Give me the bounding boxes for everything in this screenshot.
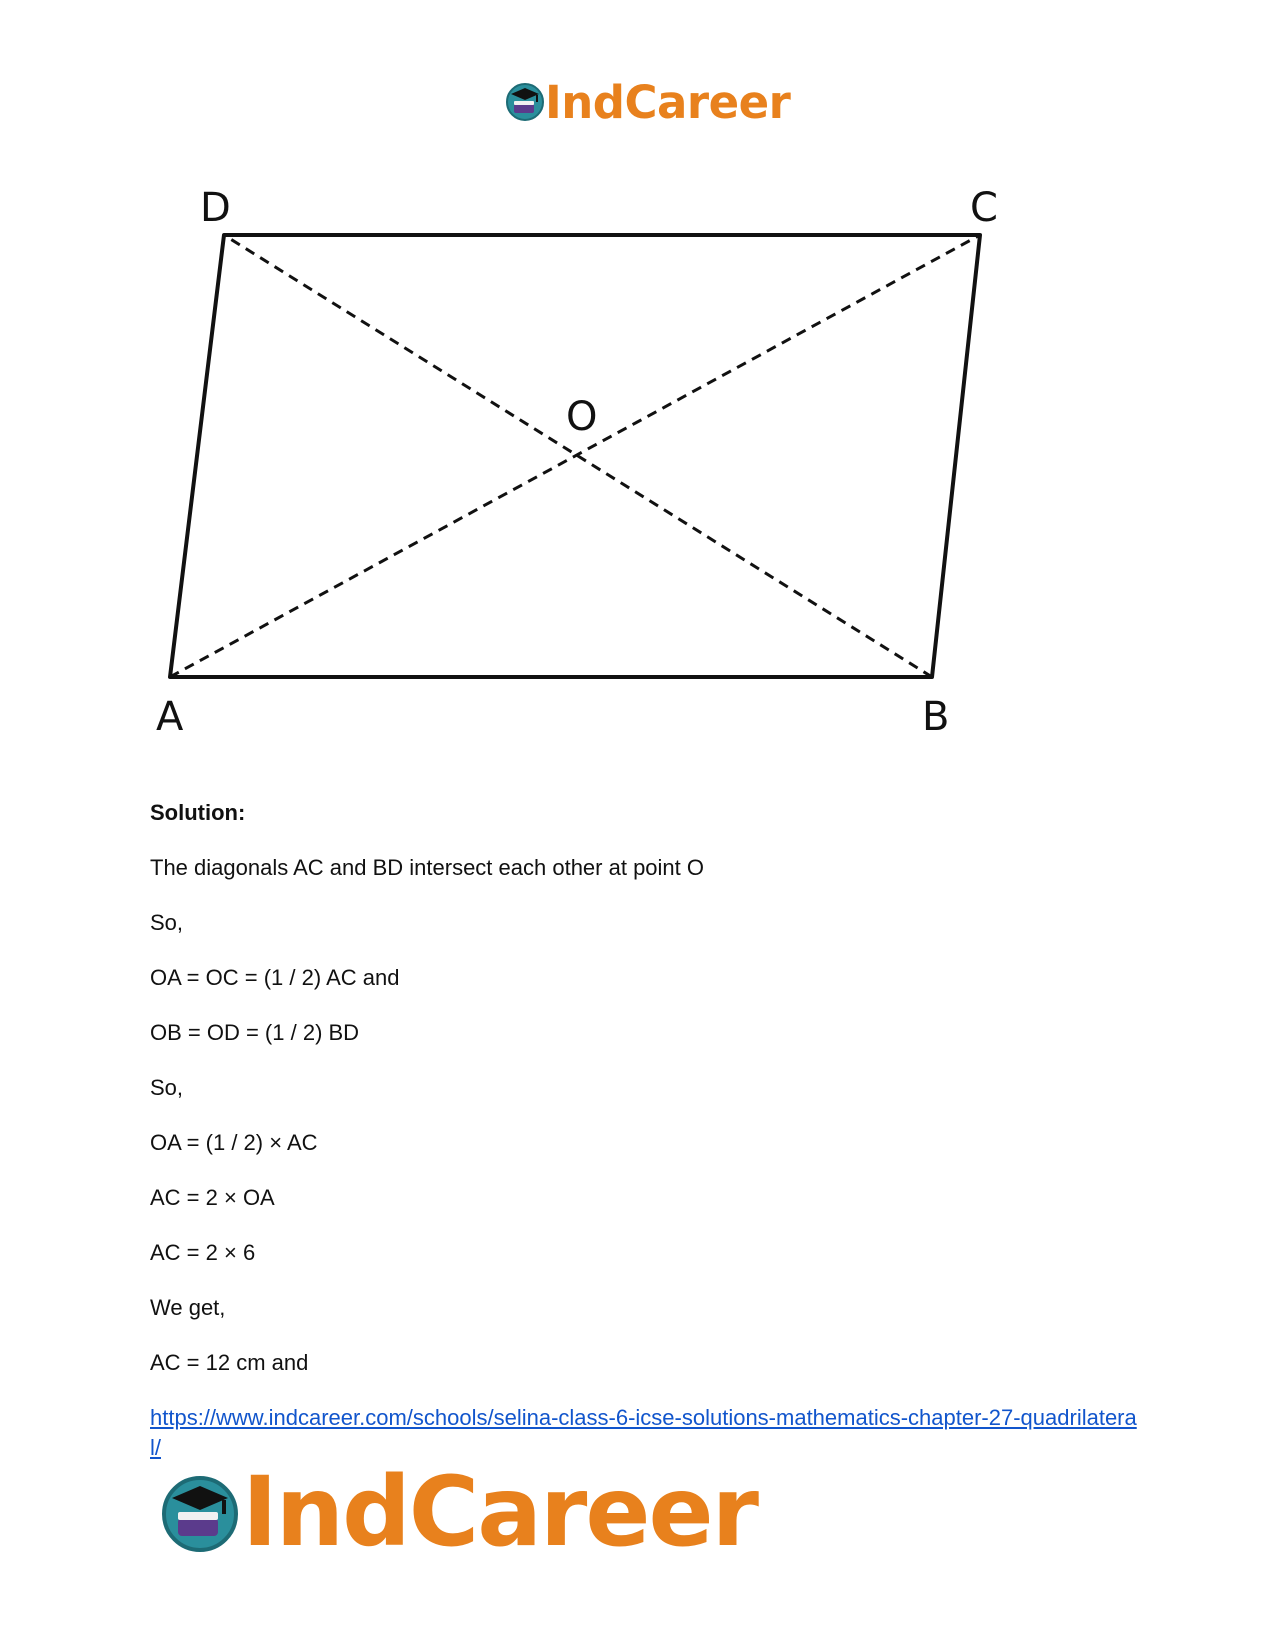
solution-line: AC = 2 × 6 [150,1240,256,1265]
diagonal-bd [224,235,932,677]
logo-text: IndCareer [545,76,791,129]
solution-line: AC = 2 × OA [150,1185,275,1210]
solution-line: OA = (1 / 2) × AC [150,1130,318,1155]
header-logo [505,76,791,130]
vertex-label-b: B [922,694,950,740]
graduation-cap-icon [160,1474,240,1554]
solution-line: So, [150,910,184,935]
solution-line: We get, [150,1295,226,1320]
source-link[interactable]: https://www.indcareer.com/schools/selina-class-6-icse-solutions-mathematics-chapter-27-quadrilateral/ [150,1405,1137,1460]
vertex-label-a: A [156,694,184,740]
logo-text: IndCareer [242,1456,757,1568]
vertex-label-o: O [566,394,598,440]
solution-heading: Solution: [150,800,246,825]
solution-line: So, [150,1075,184,1100]
graduation-cap-icon [505,82,545,122]
footer-logo [160,1456,757,1570]
diagonal-ac [170,235,980,677]
solution-line: OB = OD = (1 / 2) BD [150,1020,360,1045]
solution-line: AC = 12 cm and [150,1350,309,1375]
vertex-label-c: C [970,185,998,231]
solution-line: OA = OC = (1 / 2) AC and [150,965,400,990]
parallelogram-diagram [150,185,1080,765]
vertex-label-d: D [200,185,231,231]
solution-line: The diagonals AC and BD intersect each other at point O [150,855,704,880]
